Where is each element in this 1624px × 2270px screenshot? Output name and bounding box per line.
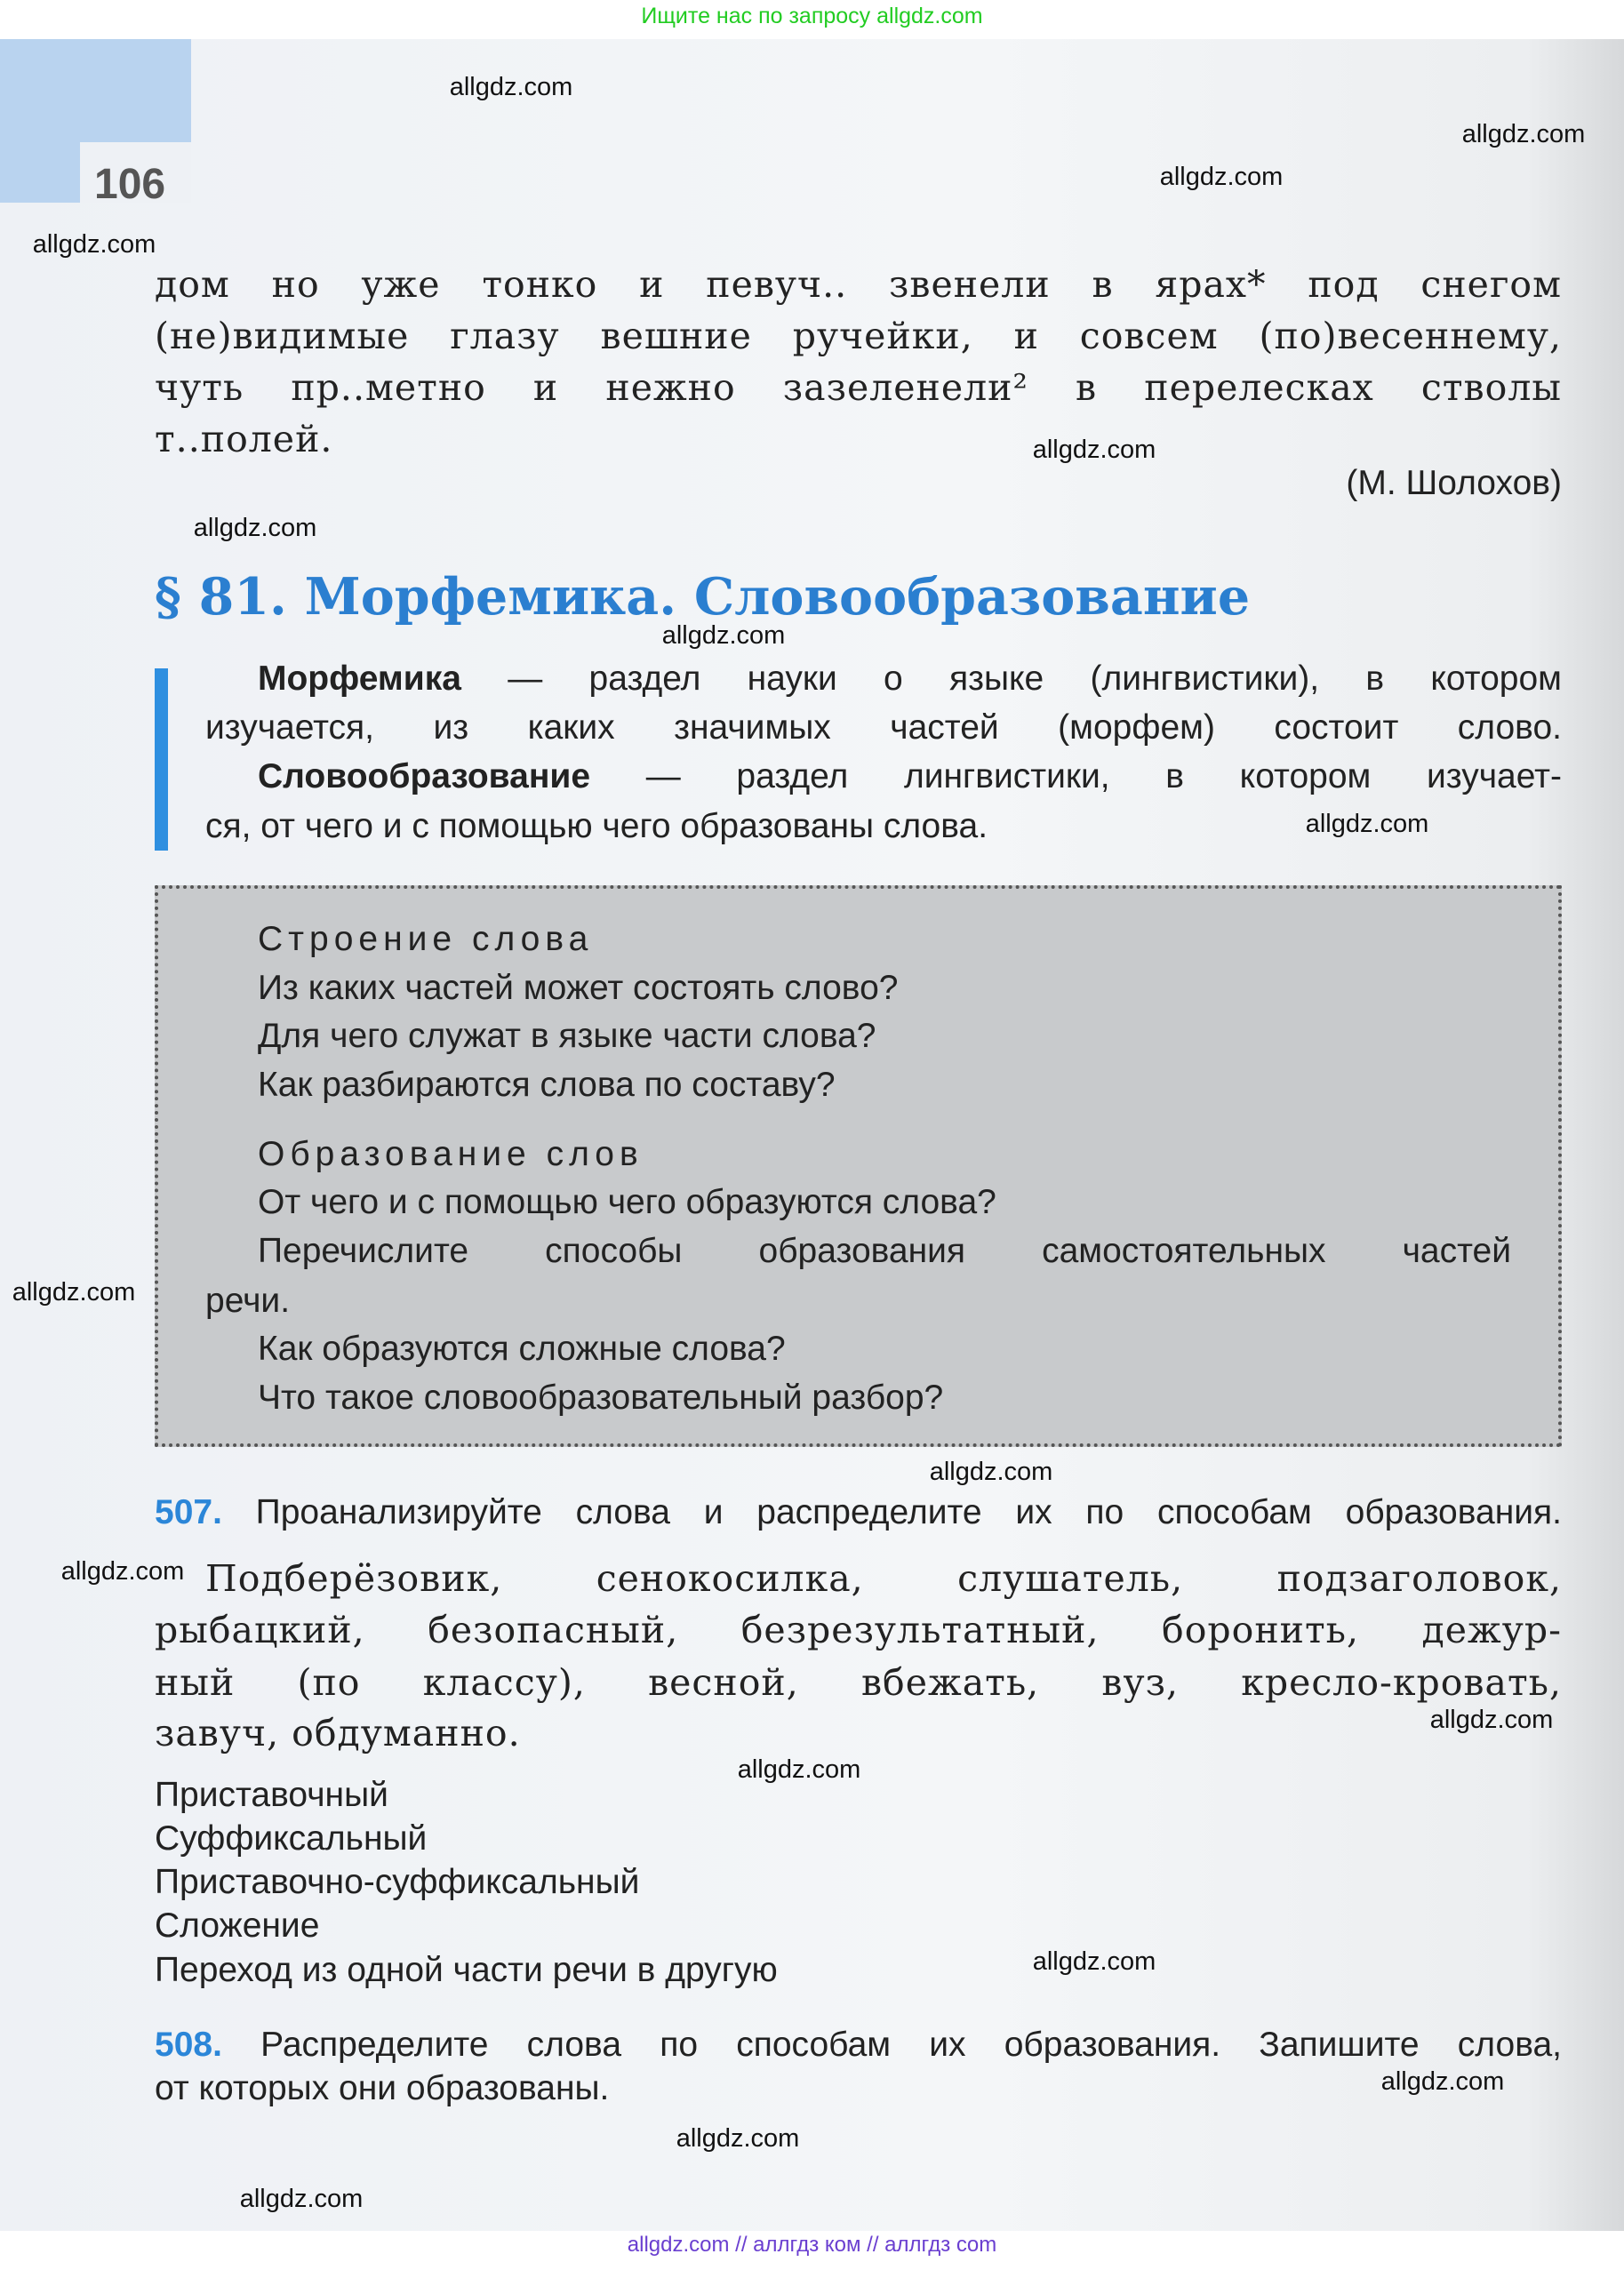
- exercise-number: 508.: [155, 2026, 222, 2064]
- watermark[interactable]: allgdz.com: [193, 514, 317, 542]
- question: Перечислите способы образования самостоятельных частей: [258, 1232, 1511, 1270]
- box-title: Строение слова: [258, 920, 594, 958]
- definition-text: — раздел лингвистики, в котором изучает-: [590, 757, 1562, 795]
- definition-word-formation: [258, 757, 1562, 796]
- watermark[interactable]: allgdz.com: [1429, 1706, 1554, 1734]
- word-line: Подберёзовик, сенокосилка, слушатель, подзаголовок,: [205, 1557, 1562, 1600]
- definition-text: ся, от чего и с помощью чего образованы слова.: [205, 807, 988, 845]
- exercise-507-task: [155, 1493, 1562, 1532]
- word-line: ный (по классу), весной, вбежать, вуз, кресло-кровать,: [155, 1661, 1562, 1704]
- definition-text: — раздел науки о языке (лингвистики), в котором: [460, 659, 1562, 698]
- watermark[interactable]: allgdz.com: [1305, 810, 1429, 838]
- watermark[interactable]: allgdz.com: [737, 1755, 861, 1784]
- watermark[interactable]: allgdz.com: [1032, 1947, 1156, 1976]
- top-banner[interactable]: Ищите нас по запросу allgdz.com: [641, 4, 983, 28]
- footer-links[interactable]: allgdz.com // аллгдз ком // аллгдз com: [627, 2233, 997, 2257]
- watermark[interactable]: allgdz.com: [239, 2185, 364, 2213]
- watermark[interactable]: allgdz.com: [661, 621, 786, 650]
- watermark[interactable]: allgdz.com: [1032, 436, 1156, 464]
- method-item: Приставочный: [155, 1776, 388, 1814]
- question: речи.: [205, 1282, 291, 1320]
- watermark[interactable]: allgdz.com: [929, 1458, 1053, 1486]
- method-item: Суффиксальный: [155, 1819, 428, 1858]
- word-line: завуч, обдуманно.: [155, 1712, 521, 1754]
- term: Словообразование: [258, 757, 591, 795]
- word-line: рыбацкий, безопасный, безрезультатный, боронить, дежур-: [155, 1609, 1562, 1651]
- section-heading: § 81. Морфемика. Словообразование: [155, 567, 1251, 627]
- method-item: Сложение: [155, 1906, 320, 1945]
- poem-line: дом но уже тонко и певуч.. звенели в ярах* под снегом: [155, 263, 1562, 306]
- poem-line: (не)видимые глазу вешние ручейки, и совсем (по)весеннему,: [155, 315, 1562, 357]
- watermark[interactable]: allgdz.com: [60, 1557, 185, 1586]
- page-number: 106: [94, 161, 166, 208]
- definition-text: изучается, из каких значимых частей (морфем) состоит слово.: [205, 708, 1562, 747]
- task-text: Проанализируйте слова и распределите их по способам образования.: [255, 1493, 1562, 1531]
- author: (М. Шолохов): [1346, 464, 1562, 502]
- question: От чего и с помощью чего образуются слова?: [258, 1183, 996, 1221]
- exercise-508-task: [155, 2026, 1562, 2065]
- method-item: Переход из одной части речи в другую: [155, 1951, 778, 1989]
- question: Как разбираются слова по составу?: [258, 1066, 836, 1104]
- watermark[interactable]: allgdz.com: [449, 73, 573, 101]
- question: Для чего служат в языке части слова?: [258, 1017, 876, 1055]
- watermark[interactable]: allgdz.com: [1380, 2067, 1505, 2096]
- watermark[interactable]: allgdz.com: [1159, 163, 1284, 191]
- definition-morphemics: [258, 659, 1562, 699]
- task-text: от которых они образованы.: [155, 2069, 610, 2107]
- question: Как образуются сложные слова?: [258, 1330, 786, 1368]
- watermark[interactable]: allgdz.com: [1461, 120, 1586, 148]
- task-text: Распределите слова по способам их образования. Запишите слова,: [260, 2026, 1562, 2064]
- watermark[interactable]: allgdz.com: [32, 230, 156, 259]
- poem-line: т..полей.: [155, 418, 333, 460]
- method-item: Приставочно-суффиксальный: [155, 1863, 640, 1901]
- watermark[interactable]: allgdz.com: [12, 1278, 136, 1307]
- question: Что такое словообразовательный разбор?: [258, 1379, 944, 1417]
- watermark[interactable]: allgdz.com: [676, 2124, 800, 2153]
- question: Из каких частей может состоять слово?: [258, 969, 899, 1007]
- exercise-number: 507.: [155, 1493, 222, 1531]
- poem-line: чуть пр..метно и нежно зазеленели² в перелесках стволы: [155, 366, 1562, 409]
- box-title: Образование слов: [258, 1135, 644, 1173]
- term: Морфемика: [258, 659, 461, 698]
- definition-bar: [155, 668, 168, 851]
